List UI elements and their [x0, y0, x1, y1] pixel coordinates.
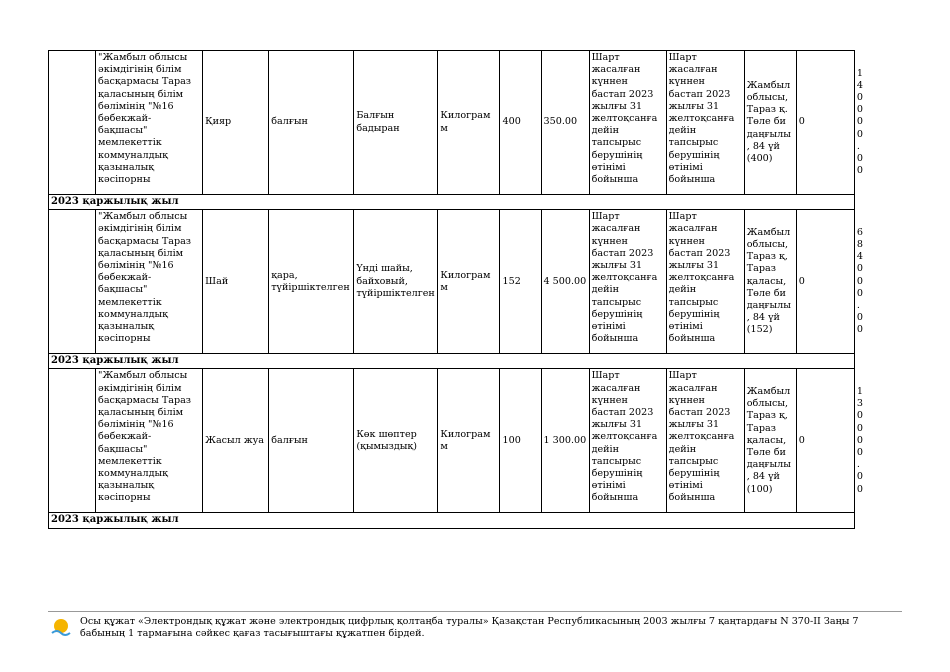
- item-name-cell: Қияр: [203, 51, 269, 195]
- term-end-cell: Шарт жасалған күннен бастап 2023 жылғы 31 желтоқсанға дейін тапсырыс берушінің өтінімі бойынша: [666, 369, 744, 513]
- advance-cell: 0: [796, 210, 854, 354]
- term-end-cell: Шарт жасалған күннен бастап 2023 жылғы 31 желтоқсанға дейін тапсырыс берушінің өтінімі бойынша: [666, 210, 744, 354]
- price-cell: 350.00: [541, 51, 589, 195]
- fiscal-year-row: [49, 195, 902, 210]
- unit-cell: Килограмм: [438, 210, 500, 354]
- row-number-cell: [49, 51, 96, 195]
- unit-cell: Килограмм: [438, 51, 500, 195]
- table-row: "Жамбыл облысы әкімдігінің білім басқармасы Тараз қаласының білім бөлімінің "№16 бөбекжай-бақшасы" мемлекеттік коммуналдық қазыналық кәсіпорны Қияр балғын Балғын бадыран Килограмм 400 350.00 Шарт жасалған күннен бастап 2023 жылғы 31 желтоқсанға дейін тапсырыс берушінің өтінімі бойынша Шарт жасалған күннен бастап 2023 жылғы 31 желтоқсанға дейін тапсырыс берушінің өтінімі бойынша Жамбыл облысы, Тараз қ. Төле би даңғылы, 84 үй (400) 0 140 000.00: [49, 51, 902, 195]
- description-cell: Көк шөптер (қымыздық): [354, 369, 438, 513]
- unit-cell: Килограмм: [438, 369, 500, 513]
- item-name-cell: Шай: [203, 210, 269, 354]
- price-cell: 1 300.00: [541, 369, 589, 513]
- delivery-place-cell: Жамбыл облысы, Тараз қ, Тараз қаласы, Төле би даңғылы, 84 үй (152): [744, 210, 796, 354]
- item-name-cell: Жасыл жуа: [203, 369, 269, 513]
- term-start-cell: Шарт жасалған күннен бастап 2023 жылғы 31 желтоқсанға дейін тапсырыс берушінің өтінімі бойынша: [589, 210, 666, 354]
- fiscal-year-label: 2023 қаржылық жыл: [49, 354, 855, 369]
- short-desc-cell: қара, түйіршіктелген: [269, 210, 354, 354]
- advance-cell: 0: [796, 51, 854, 195]
- fiscal-year-row: [49, 354, 902, 369]
- footer: [48, 611, 902, 639]
- delivery-place-cell: Жамбыл облысы, Тараз қ, Тараз қаласы, Төле би даңғылы, 84 үй (100): [744, 369, 796, 513]
- term-start-cell: Шарт жасалған күннен бастап 2023 жылғы 31 желтоқсанға дейін тапсырыс берушінің өтінімі бойынша: [589, 51, 666, 195]
- short-desc-cell: балғын: [269, 51, 354, 195]
- advance-cell: 0: [796, 369, 854, 513]
- row-number-cell: [49, 369, 96, 513]
- quantity-cell: 152: [500, 210, 541, 354]
- table-row: "Жамбыл облысы әкімдігінің білім басқармасы Тараз қаласының білім бөлімінің "№16 бөбекжай-бақшасы" мемлекеттік коммуналдық қазыналық кәсіпорны Шай қара, түйіршіктелген Үнді шайы, байховый, түйіршіктелген Килограмм 152 4 500.00 Шарт жасалған күннен бастап 2023 жылғы 31 желтоқсанға дейін тапсырыс берушінің өтінімі бойынша Шарт жасалған күннен бастап 2023 жылғы 31 желтоқсанға дейін тапсырыс берушінің өтінімі бойынша Жамбыл облысы, Тараз қ, Тараз қаласы, Төле би даңғылы, 84 үй (152) 0 684 000.00: [49, 210, 902, 354]
- fiscal-year-label: 2023 қаржылық жыл: [49, 195, 855, 210]
- delivery-place-cell: Жамбыл облысы, Тараз қ. Төле би даңғылы, 84 үй (400): [744, 51, 796, 195]
- short-desc-cell: балғын: [269, 369, 354, 513]
- procurement-table: [48, 50, 902, 529]
- term-end-cell: Шарт жасалған күннен бастап 2023 жылғы 31 желтоқсанға дейін тапсырыс берушінің өтінімі бойынша: [666, 51, 744, 195]
- fiscal-year-label: 2023 қаржылық жыл: [49, 513, 855, 528]
- quantity-cell: 100: [500, 369, 541, 513]
- quantity-cell: 400: [500, 51, 541, 195]
- footer-text: Осы құжат «Электрондық құжат және электрондық цифрлық қолтаңба туралы» Қазақстан Республикасының 2003 жылғы 7 қаңтардағы N 370-II Заңы 7 бабының 1 тармағына сәйкес қағаз тасығыштағы құжатпен бірдей.: [80, 616, 859, 639]
- description-cell: Үнді шайы, байховый, түйіршіктелген: [354, 210, 438, 354]
- customer-cell: "Жамбыл облысы әкімдігінің білім басқармасы Тараз қаласының білім бөлімінің "№16 бөбекжай-бақшасы" мемлекеттік коммуналдық қазыналық кәсіпорны: [96, 51, 203, 195]
- customer-cell: "Жамбыл облысы әкімдігінің білім басқармасы Тараз қаласының білім бөлімінің "№16 бөбекжай-бақшасы" мемлекеттік коммуналдық қазыналық кәсіпорны: [96, 210, 203, 354]
- fiscal-year-row: [49, 513, 902, 528]
- table-row: "Жамбыл облысы әкімдігінің білім басқармасы Тараз қаласының білім бөлімінің "№16 бөбекжай-бақшасы" мемлекеттік коммуналдық қазыналық кәсіпорны Жасыл жуа балғын Көк шөптер (қымыздық) Килограмм 100 1 300.00 Шарт жасалған күннен бастап 2023 жылғы 31 желтоқсанға дейін тапсырыс берушінің өтінімі бойынша Шарт жасалған күннен бастап 2023 жылғы 31 желтоқсанға дейін тапсырыс берушінің өтінімі бойынша Жамбыл облысы, Тараз қ, Тараз қаласы, Төле би даңғылы, 84 үй (100) 0 130 000.00: [49, 369, 902, 513]
- e-gov-logo-icon: [50, 616, 72, 638]
- description-cell: Балғын бадыран: [354, 51, 438, 195]
- price-cell: 4 500.00: [541, 210, 589, 354]
- customer-cell: "Жамбыл облысы әкімдігінің білім басқармасы Тараз қаласының білім бөлімінің "№16 бөбекжай-бақшасы" мемлекеттік коммуналдық қазыналық кәсіпорны: [96, 369, 203, 513]
- row-number-cell: [49, 210, 96, 354]
- term-start-cell: Шарт жасалған күннен бастап 2023 жылғы 31 желтоқсанға дейін тапсырыс берушінің өтінімі бойынша: [589, 369, 666, 513]
